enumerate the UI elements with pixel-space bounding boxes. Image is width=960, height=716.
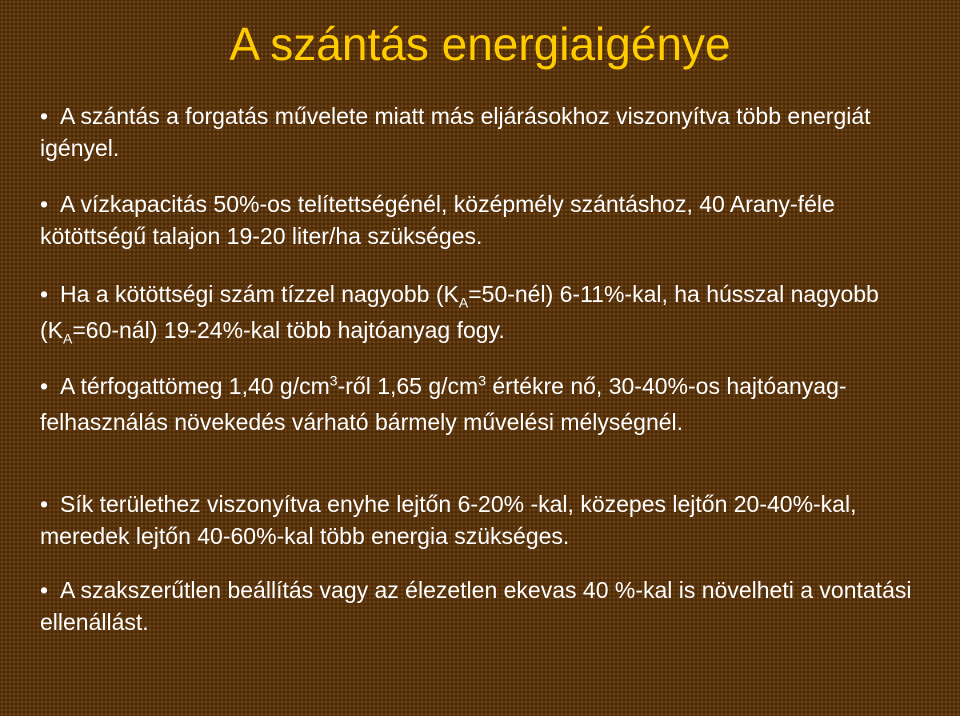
bullet-icon: • (40, 577, 49, 603)
bullet-icon: • (40, 491, 49, 517)
subscript: A (63, 330, 73, 347)
bullet-text: Sík területhez viszonyítva enyhe lejtőn 6-20% -kal, közepes lejtőn 20-40%-kal, meredek lejtőn 40-60%-kal több energia szükséges. (40, 491, 857, 549)
bullet-text-part: -ről 1,65 g/cm (337, 373, 479, 399)
superscript: 3 (478, 372, 486, 389)
bullet-text-part: A térfogattömeg 1,40 g/cm (60, 373, 330, 399)
slide-title: A szántás energiaigénye (229, 18, 731, 70)
bullet-icon: • (40, 373, 49, 399)
bullet-icon: • (40, 191, 49, 217)
bullet-item (40, 188, 920, 252)
bullet-item (40, 100, 920, 164)
bullet-text: A szakszerűtlen beállítás vagy az élezetlen ekevas 40 %-kal is növelheti a vontatási ellenállást. (40, 577, 912, 635)
bullet-text: A szántás a forgatás művelete miatt más eljárásokhoz viszonyítva több energiát igényel. (40, 103, 871, 161)
bullet-text-part: =50-nél) 6-11%-kal, ha hússzal nagyobb (K (40, 281, 879, 343)
bullet-item (40, 574, 920, 638)
subscript: A (458, 294, 469, 311)
bullet-text-part: =60-nál) 19-24%-kal több hajtóanyag fogy. (72, 317, 505, 343)
bullet-item (40, 488, 920, 552)
bullet-icon: • (40, 281, 49, 307)
superscript: 3 (329, 372, 338, 389)
bullet-text-part: értékre nő, 30-40%-os hajtóanyag-felhasználás növekedés várható bármely művelési mélységnél. (40, 373, 847, 435)
bullet-text-part: Ha a kötöttségi szám tízzel nagyobb (K (60, 281, 459, 307)
bullet-item (40, 276, 920, 348)
bullet-icon: • (40, 103, 49, 129)
bullet-text: A vízkapacitás 50%-os telítettségénél, középmély szántáshoz, 40 Arany-féle kötöttségű talajon 19-20 liter/ha szükséges. (40, 191, 835, 249)
bullet-item (40, 368, 920, 440)
